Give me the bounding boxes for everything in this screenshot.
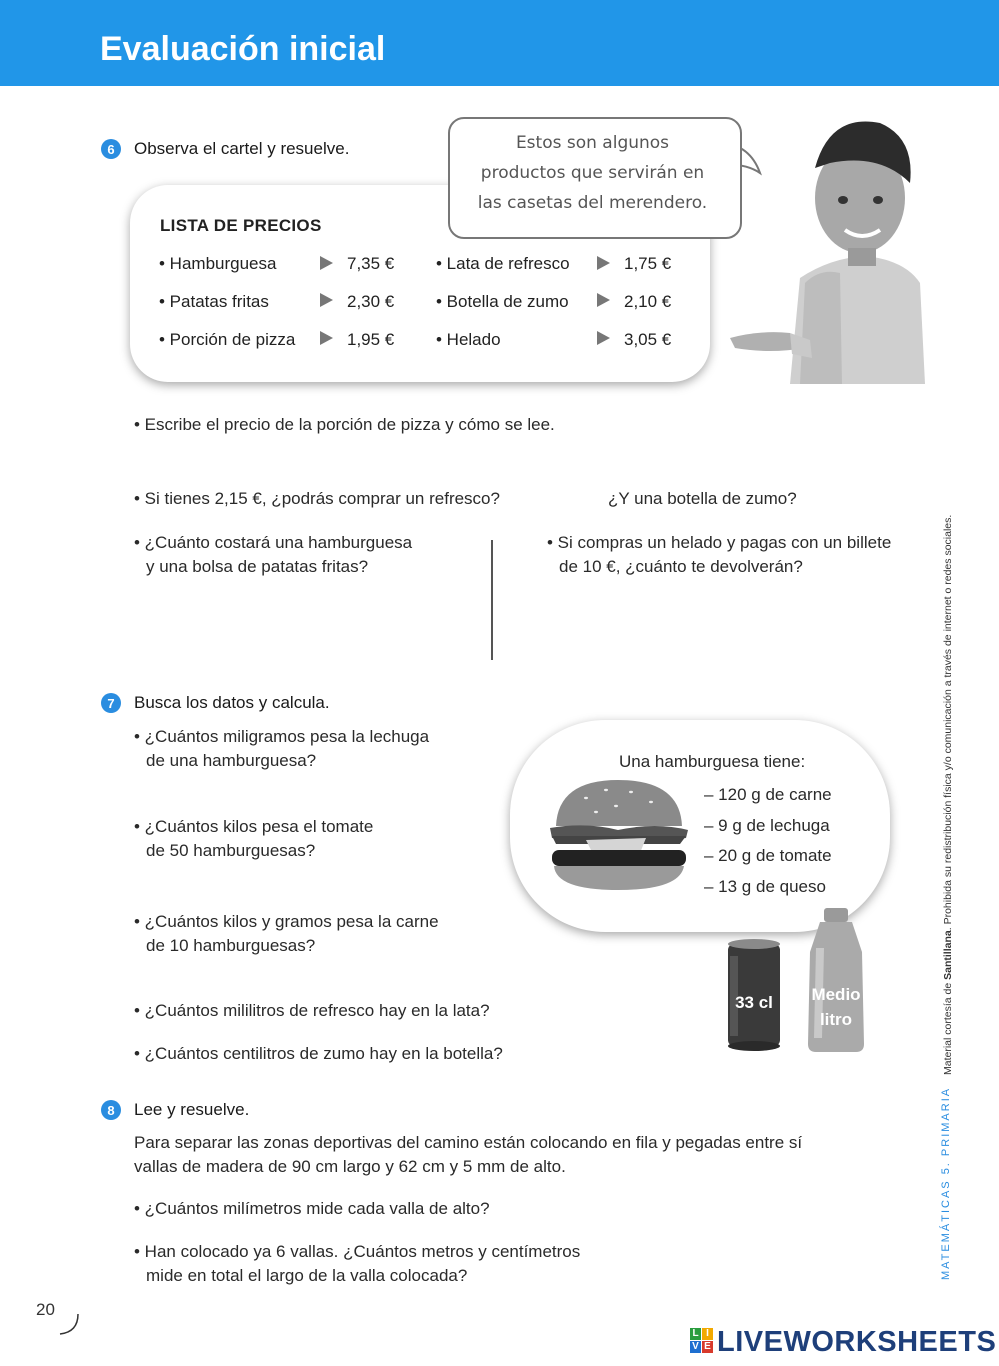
price-item-value: 2,30 € [347,292,395,311]
ingredient-item: – 9 g de lechuga [704,815,830,835]
price-list-title: LISTA DE PRECIOS [160,216,322,235]
exercise-8-intro: Para separar las zonas deportivas del camino están colocando en fila y pegadas entre sí vallas de madera de 90 cm largo y 62 cm y 5 mm de alto. [134,1133,803,1176]
price-item-value: 1,75 € [624,254,672,273]
question-text: • ¿Cuántos miligramos pesa la lechuga de una hamburguesa? [134,727,430,770]
page-corner-mark [58,1312,82,1338]
exercise-6-heading: Observa el cartel y resuelve. [134,139,350,158]
price-item-name: • Hamburguesa [159,254,277,273]
ingredient-item: – 20 g de tomate [704,846,832,865]
arrow-icon [597,331,610,345]
price-item-name: • Botella de zumo [436,292,569,311]
bottle-label: Medio litro [811,985,861,1029]
question-text: • ¿Cuántos mililitros de refresco hay en la lata? [134,1001,490,1020]
question-text: • ¿Cuántos milímetros mide cada valla de alto? [134,1199,490,1218]
liveworksheets-logo-icon: L I V E [690,1328,714,1354]
exercise-7-heading: Busca los datos y calcula. [134,693,330,712]
arrow-icon [320,331,333,345]
burger-card-title: Una hamburguesa tiene: [619,752,806,771]
question-text: • ¿Cuánto costará una hamburguesa y una bolsa de patatas fritas? [134,533,413,576]
page-number: 20 [36,1300,55,1319]
page-title: Evaluación inicial [100,30,386,68]
arrow-icon [597,293,610,307]
copyright-notice: Material cortesía de Santillana. Prohibida su redistribución física y/o comunicación a través de internet o redes sociales. [942,514,954,1075]
hamburger-image [546,778,691,893]
arrow-icon [320,256,333,270]
question-text: • ¿Cuántos centilitros de zumo hay en la botella? [134,1044,503,1063]
exercise-6-number: 6 [101,139,121,159]
price-item-value: 1,95 € [347,330,395,349]
ingredient-item: – 120 g de carne [704,785,832,804]
exercise-8-heading: Lee y resuelve. [134,1100,250,1119]
arrow-icon [597,256,610,270]
ingredient-item: – 13 g de queso [704,876,826,896]
speech-bubble-text: Estos son algunos productos que servirán en las casetas del merendero. [477,133,708,213]
question-text: ¿Y una botella de zumo? [608,489,797,508]
price-item-value: 7,35 € [347,254,395,273]
question-text: • Si tienes 2,15 €, ¿podrás comprar un refresco? [134,489,500,508]
liveworksheets-brand[interactable]: LIVEWORKSHEETS [717,1326,997,1358]
price-item-value: 3,05 € [624,330,672,349]
price-item-name: • Patatas fritas [159,292,269,311]
price-item-value: 2,10 € [624,292,672,311]
question-text: • ¿Cuántos kilos pesa el tomate de 50 hamburguesas? [134,817,374,860]
can-label: 33 cl [735,993,773,1012]
ingredient-list [704,780,832,902]
question-text: • Escribe el precio de la porción de pizza y cómo se lee. [134,415,555,434]
price-item-name: • Porción de pizza [159,330,296,349]
price-item-name: • Helado [436,330,501,349]
question-text: • ¿Cuántos kilos y gramos pesa la carne de 10 hamburguesas? [134,912,439,955]
question-text: • Si compras un helado y pagas con un billete de 10 €, ¿cuánto te devolverán? [547,533,892,576]
boy-illustration [730,108,930,384]
question-text: • Han colocado ya 6 vallas. ¿Cuántos metros y centímetros mide en total el largo de la valla colocada? [134,1242,581,1285]
exercise-7-number: 7 [101,693,121,713]
series-label: MATEMÁTICAS 5. PRIMARIA [940,1086,952,1280]
column-divider [491,540,493,660]
price-item-name: • Lata de refresco [436,254,570,273]
arrow-icon [320,293,333,307]
exercise-8-number: 8 [101,1100,121,1120]
